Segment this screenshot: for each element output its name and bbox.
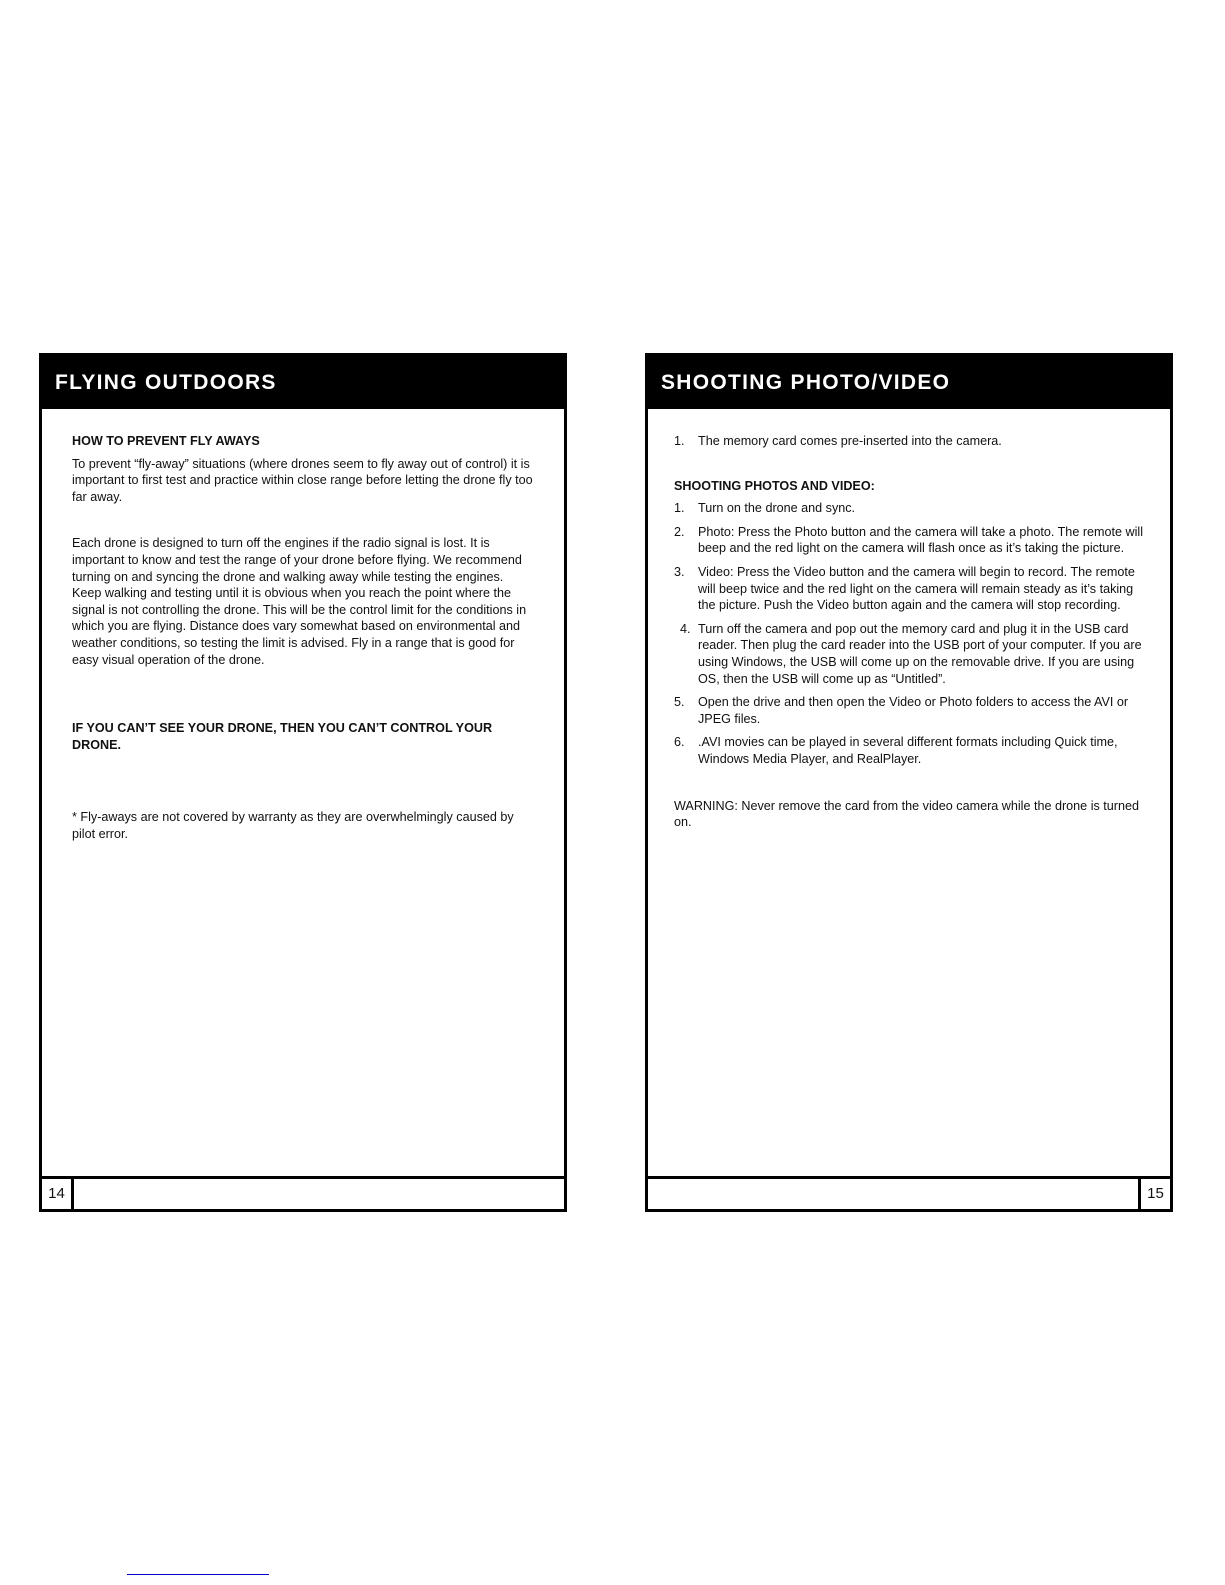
range-paragraph: Each drone is designed to turn off the engines if the radio signal is lost. It is important to know and test the range of your drone before flying. We recommend turning on and syncing the drone and walking away while testing the engines. Keep walking and testing until it is obvious when you reach the point where the signal is not controlling the drone. This will be the control limit for the conditions in which you are flying. Distance does vary somewhat based on environmental and weather conditions, so testing the limit is advised. Fly in a range that is good for easy visual operation of the drone. (72, 536, 527, 667)
warning-text: WARNING: Never remove the card from the video camera while the drone is turned on. (674, 798, 1139, 830)
list-number: 1. (674, 501, 685, 516)
list-text: Turn off the camera and pop out the memory card and plug it in the USB card reader. Then plug the card reader into the USB port of your computer. If you are using Windows, the USB will come up on the removable drive. If you are using OS, then the USB will come up as “Untitled”. (698, 621, 1142, 686)
list-item (674, 564, 1152, 614)
list-number: 6. (674, 735, 685, 750)
page-15 (645, 353, 1173, 1212)
subheading: SHOOTING PHOTOS AND VIDEO: (674, 478, 875, 493)
bold-warning: IF YOU CAN’T SEE YOUR DRONE, THEN YOU CAN’T CONTROL YOUR DRONE. (72, 721, 493, 752)
footnote: * Fly-aways are not covered by warranty as they are overwhelmingly caused by pilot error. (72, 810, 514, 841)
page-number: 15 (1138, 1179, 1170, 1209)
list-number: 3. (674, 564, 685, 579)
page-number: 14 (42, 1179, 74, 1209)
page-footer (648, 1176, 1170, 1209)
section-title: SHOOTING PHOTO/VIDEO (661, 371, 951, 394)
list-text: Open the drive and then open the Video or Photo folders to access the AVI or JPEG files. (698, 695, 1129, 726)
list-number: 4. (680, 621, 691, 636)
list-item (674, 433, 1152, 450)
page-content (674, 433, 1152, 831)
list-item (674, 500, 1152, 517)
list-item (674, 694, 1152, 727)
list-item (674, 621, 1152, 687)
section-header (42, 356, 564, 409)
subheading: HOW TO PREVENT FLY AWAYS (72, 434, 260, 448)
list-number: 2. (674, 524, 685, 539)
list-text: The memory card comes pre-inserted into the camera. (698, 434, 1002, 448)
list-item (674, 734, 1152, 767)
list-number: 1. (674, 434, 685, 448)
page-footer (42, 1176, 564, 1209)
intro-list (674, 433, 1152, 450)
link-underline (127, 1574, 269, 1575)
page-14 (39, 353, 567, 1212)
list-text: .AVI movies can be played in several different formats including Quick time, Windows Media Player, and RealPlayer. (698, 735, 1118, 766)
section-header (648, 356, 1170, 409)
list-text: Photo: Press the Photo button and the camera will take a photo. The remote will beep and the red light on the camera will flash once as it’s taking the picture. (698, 524, 1143, 556)
steps-list (674, 500, 1152, 767)
section-title: FLYING OUTDOORS (55, 371, 277, 394)
intro-paragraph: To prevent “fly-away” situations (where drones seem to fly away out of control) it is important to first test and practice within close range before letting the drone fly too far away. (72, 456, 533, 504)
list-text: Video: Press the Video button and the camera will begin to record. The remote will beep twice and the red light on the camera will remain steady as it’s taking the picture. Push the Video button again and the camera will stop recording. (698, 564, 1135, 613)
page-content (72, 433, 534, 843)
list-text: Turn on the drone and sync. (698, 501, 856, 516)
list-number: 5. (674, 695, 685, 710)
list-item (674, 524, 1152, 557)
